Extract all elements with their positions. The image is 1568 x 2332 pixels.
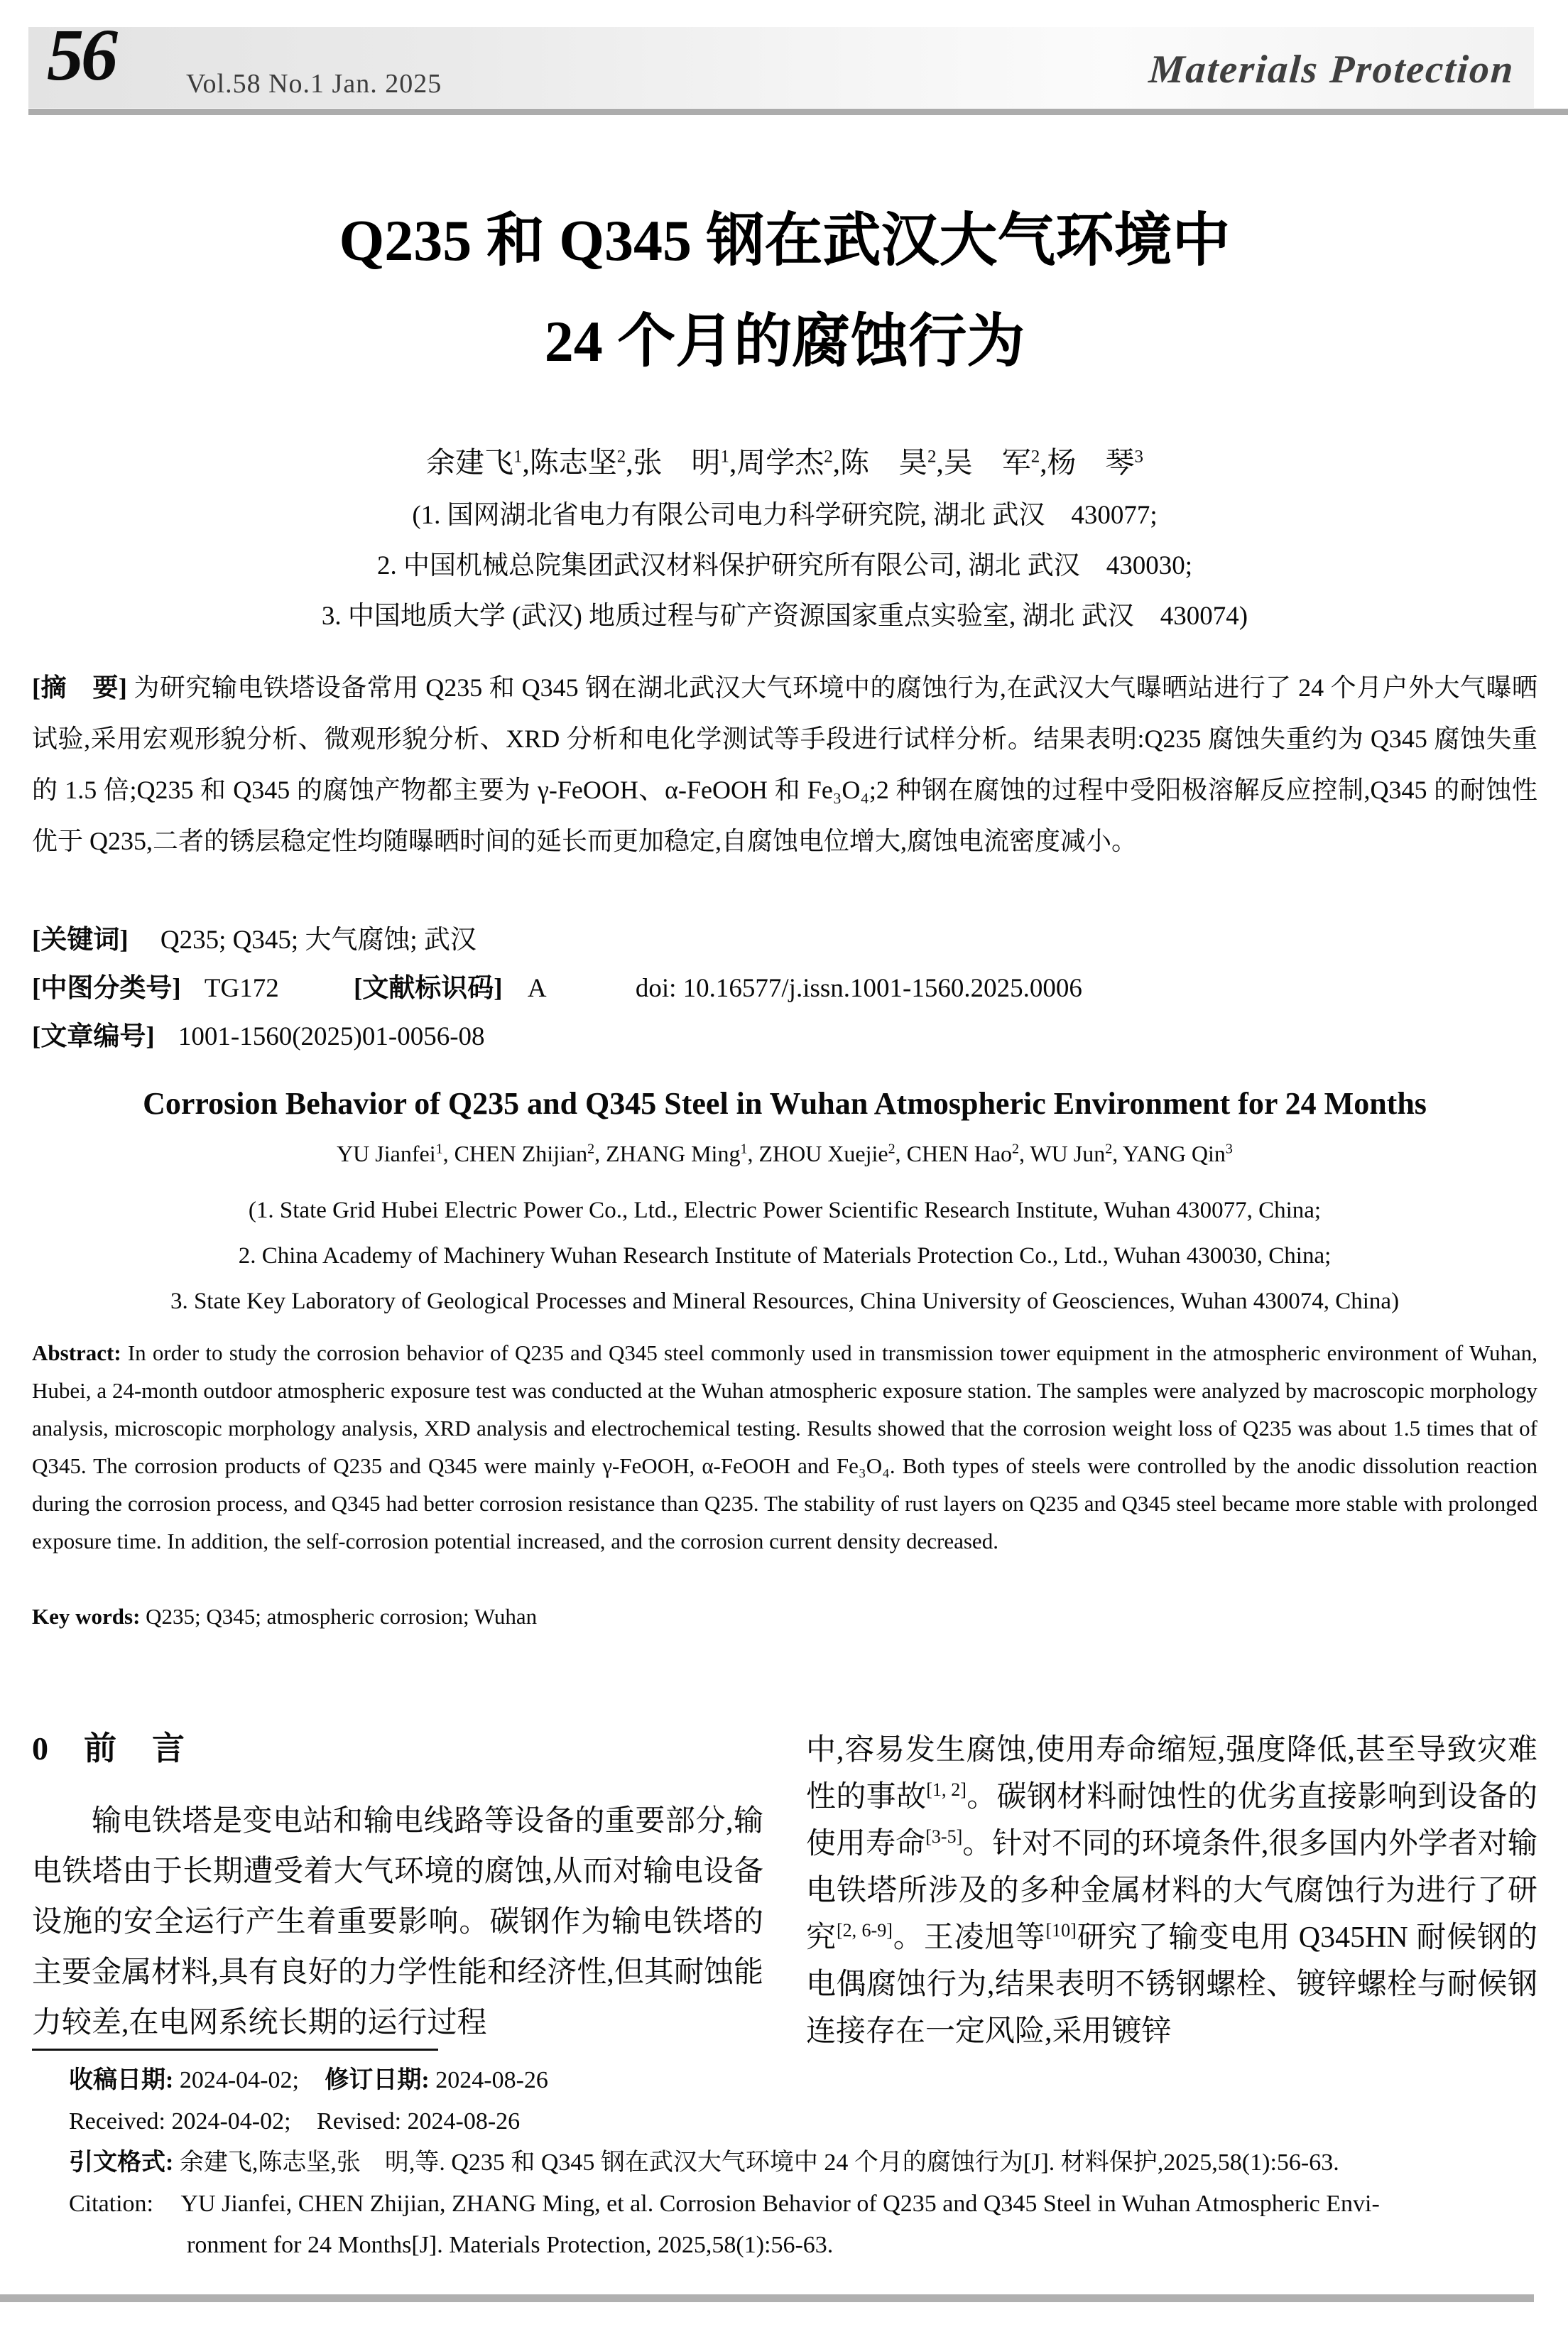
abstract-en-text: In order to study the corrosion behavior of Q235 and Q345 steel commonly used in transmission tower equipment in the atmospheric environment of Wuhan, Hubei, a 24-month outdoor atmospheric exposure test was conducted at the Wuhan atmospheric exposure station. The samples were analyzed by macroscopic morphology analysis, microscopic morphology analysis, XRD analysis and electrochemical testing. Results showed that the corrosion weight loss of Q235 was about 1.5 times that of Q345. The corrosion products of Q235 and Q345 were mainly γ-FeOOH, α-FeOOH and Fe₃O₄. Both types of steels were controlled by the anodic dissolution reaction during the corrosion process, and Q345 had better corrosion resistance than Q235. The stability of rust layers on Q235 and Q345 steel became more stable with prolonged exposure time. In addition, the self-corrosion potential increased, and the corrosion current density decreased. (32, 1340, 1537, 1553)
author-name: , CHEN Hao (895, 1141, 1013, 1166)
received-date-cn (32, 2060, 1537, 2101)
author-affil-sup: 3 (1225, 1141, 1233, 1157)
body-text: 。碳钢材料耐蚀性的优劣直接影响到设备的使用寿命 (806, 1781, 1537, 1860)
body-text: 研究了输变电用 Q345HN 耐候钢的电偶腐蚀行为,结果表明不锈钢螺栓、镀锌螺栓与耐候钢连接存在一定风险,采用镀锌 (806, 1921, 1537, 2048)
doc-code-label: [文献标识码] (353, 974, 503, 1003)
abstract-cn (32, 662, 1537, 867)
footnote-rule (32, 2049, 438, 2051)
article-title-cn-line1: Q235 和 Q345 钢在武汉大气环境中 (339, 208, 1231, 273)
author-name: 余建飞 (426, 446, 513, 479)
author-name: , CHEN Zhijian (442, 1141, 588, 1166)
affiliations-cn (32, 490, 1537, 641)
keywords-cn-text: Q235; Q345; 大气腐蚀; 武汉 (160, 926, 477, 955)
author-affil-sup: 2 (824, 447, 833, 467)
received-label-en: Received: (69, 2108, 165, 2135)
keywords-cn (32, 918, 1537, 956)
reference-sup: [2, 6-9] (836, 1920, 893, 1941)
affiliation-en-3: 3. State Key Laboratory of Geological Processes and Mineral Resources, China University of Geosciences, Wuhan 430074, China) (170, 1289, 1400, 1314)
abstract-en (32, 1334, 1537, 1560)
doc-code-value: A (527, 974, 545, 1003)
journal-name: Materials Protection (1147, 48, 1516, 92)
article-title-en: Corrosion Behavior of Q235 and Q345 Steel in Wuhan Atmospheric Environment for 24 Months (143, 1086, 1427, 1121)
body-column-right (806, 1723, 1537, 2055)
classification-line (32, 966, 1537, 1004)
revised-label-cn: 修订日期: (325, 2067, 430, 2093)
revised-value-en: 2024-08-26 (407, 2108, 521, 2135)
author-name: ,杨 琴 (1040, 446, 1135, 479)
author-affil-sup: 2 (888, 1141, 895, 1157)
author-name: ,陈志坚 (522, 446, 617, 479)
abstract-cn-label: [摘 要] (32, 673, 127, 702)
affiliation-en-1: (1. State Grid Hubei Electric Power Co., Ltd., Electric Power Scientific Research Institute, Wuhan 430077, China; (248, 1198, 1322, 1223)
author-name: ,陈 昊 (832, 446, 927, 479)
received-date-en (32, 2101, 1537, 2142)
author-name: , ZHANG Ming (594, 1141, 741, 1166)
reference-sup: [10] (1045, 1920, 1077, 1941)
page-number: 56 (47, 14, 115, 96)
header-band (28, 14, 1534, 108)
affiliation-cn-2: 2. 中国机械总院集团武汉材料保护研究所有限公司, 湖北 武汉 430030; (376, 551, 1193, 580)
affiliation-cn-1: (1. 国网湖北省电力有限公司电力科学研究院, 湖北 武汉 430077; (412, 501, 1158, 530)
author-name: ,周学杰 (729, 446, 824, 479)
bottom-bar (0, 2294, 1534, 2302)
received-value-cn: 2024-04-02; (179, 2067, 299, 2093)
reference-sup: [3-5] (925, 1826, 963, 1847)
author-name: ,张 明 (626, 446, 721, 479)
header-rule (28, 109, 1568, 115)
citation-en-line1 (32, 2184, 1537, 2225)
author-name: , YANG Qin (1112, 1141, 1226, 1166)
citation-en-line2: ronment for 24 Months[J]. Materials Protection, 2025,58(1):56-63. (187, 2232, 834, 2258)
authors-cn (32, 439, 1537, 481)
keywords-en (32, 1604, 1537, 1629)
body-column-left (32, 1723, 763, 2055)
doi-text: doi: 10.16577/j.issn.1001-1560.2025.0006 (635, 974, 1082, 1003)
article-id-label: [文章编号] (32, 1022, 155, 1051)
author-affil-sup: 3 (1134, 447, 1143, 467)
citation-label-cn: 引文格式: (69, 2149, 174, 2176)
article-title-cn (32, 190, 1537, 392)
article-id-line (32, 1014, 1537, 1053)
revised-value-cn: 2024-08-26 (435, 2067, 548, 2093)
authors-en (32, 1141, 1537, 1167)
clc-label: [中图分类号] (32, 974, 181, 1003)
citation-text-cn: 余建飞,陈志坚,张 明,等. Q235 和 Q345 钢在武汉大气环境中 24 个月的腐蚀行为[J]. 材料保护,2025,58(1):56-63. (179, 2149, 1339, 2176)
author-affil-sup: 1 (435, 1141, 443, 1157)
article-title-cn-line2: 24 个月的腐蚀行为 (544, 309, 1025, 374)
affiliation-en-2: 2. China Academy of Machinery Wuhan Research Institute of Materials Protection Co., Ltd., Wuhan 430030, China; (238, 1243, 1332, 1269)
affiliations-en (32, 1188, 1537, 1324)
author-affil-sup: 2 (1105, 1141, 1113, 1157)
affiliation-cn-3: 3. 中国地质大学 (武汉) 地质过程与矿产资源国家重点实验室, 湖北 武汉 430074) (321, 602, 1248, 631)
citation-cn (32, 2142, 1537, 2184)
footnote-block (32, 2060, 1537, 2266)
author-affil-sup: 2 (587, 1141, 595, 1157)
abstract-en-label: Abstract: (32, 1340, 121, 1365)
clc-value: TG172 (204, 974, 279, 1003)
section-heading: 0 前 言 (32, 1730, 186, 1767)
author-affil-sup: 2 (1012, 1141, 1020, 1157)
author-affil-sup: 1 (740, 1141, 748, 1157)
abstract-cn-text: 为研究输电铁塔设备常用 Q235 和 Q345 钢在湖北武汉大气环境中的腐蚀行为,在武汉大气曝晒站进行了 24 个月户外大气曝晒试验,采用宏观形貌分析、微观形貌分析、XRD 分析和电化学测试等手段进行试样分析。结果表明:Q235 腐蚀失重约为 Q345 腐蚀失重的 1.5 倍;Q235 和 Q345 的腐蚀产物都主要为 γ-FeOOH、α-FeOOH 和 Fe₃O₄;2 种钢在腐蚀的过程中受阳极溶解反应控制,Q345 的耐蚀性优于 Q235,二者的锈层稳定性均随曝晒时间的延长而更加稳定,自腐蚀电位增大,腐蚀电流密度减小。 (32, 673, 1538, 855)
intro-paragraph-left: 输电铁塔是变电站和输电线路等设备的重要部分,输电铁塔由于长期遭受着大气环境的腐蚀,从而对输电设备设施的安全运行产生着重要影响。碳钢作为输电铁塔的主要金属材料,具有良好的力学性能和经济性,但其耐蚀能力较差,在电网系统长期的运行过程 (32, 1805, 763, 2039)
author-name: , WU Jun (1019, 1141, 1106, 1166)
reference-sup: [1, 2] (926, 1779, 967, 1800)
received-label-cn: 收稿日期: (69, 2067, 174, 2093)
author-name: , ZHOU Xuejie (747, 1141, 888, 1166)
citation-text-en-line1: YU Jianfei, CHEN Zhijian, ZHANG Ming, et al. Corrosion Behavior of Q235 and Q345 Steel in Wuhan Atmospheric Envi- (180, 2191, 1380, 2217)
author-name: ,吴 军 (936, 446, 1031, 479)
body-text: 中,容易发生腐蚀,使用寿命缩短,强度降低,甚至导致灾难性的事故 (806, 1734, 1537, 1813)
article-id-value: 1001-1560(2025)01-0056-08 (178, 1022, 485, 1051)
author-affil-sup: 1 (513, 447, 523, 467)
revised-label-en: Revised: (317, 2108, 402, 2135)
author-affil-sup: 1 (720, 447, 729, 467)
volume-issue-date: Vol.58 No.1 Jan. 2025 (186, 69, 442, 99)
intro-paragraph-right (806, 1727, 1537, 2055)
author-affil-sup: 2 (616, 447, 626, 467)
author-affil-sup: 2 (1030, 447, 1040, 467)
keywords-cn-label: [关键词] (32, 926, 129, 955)
received-value-en: 2024-04-02; (171, 2108, 291, 2135)
citation-label-en: Citation: (69, 2191, 153, 2217)
author-name: YU Jianfei (337, 1141, 436, 1166)
author-affil-sup: 2 (927, 447, 937, 467)
keywords-en-text: Q235; Q345; atmospheric corrosion; Wuhan (146, 1604, 538, 1629)
body-text: 。针对不同的环境条件,很多国内外学者对输电铁塔所涉及的多种金属材料的大气腐蚀行为进行了研究 (806, 1828, 1537, 1954)
body-text: 。王凌旭等 (892, 1921, 1046, 1954)
keywords-en-label: Key words: (32, 1604, 141, 1629)
body-columns (32, 1723, 1537, 2055)
